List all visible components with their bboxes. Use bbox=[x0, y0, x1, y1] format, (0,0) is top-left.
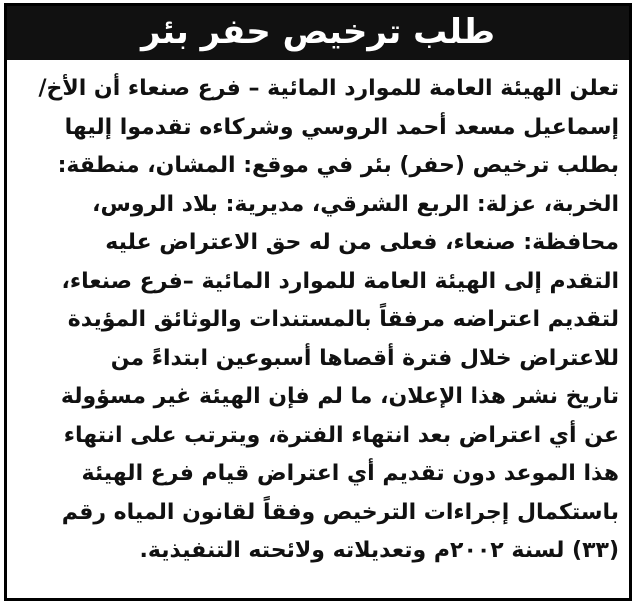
body-line: تاريخ نشر هذا الإعلان، ما لم فإن الهيئة غير مسؤولة bbox=[60, 384, 619, 409]
body-line: (٣٣) لسنة ٢٠٠٢م وتعديلاته ولائحته التنفيذية. bbox=[139, 538, 619, 563]
body-line: تعلن الهيئة العامة للموارد المائية – فرع صنعاء أن الأخ/ bbox=[38, 76, 619, 101]
body-line: إسماعيل مسعد أحمد الروسي وشركاءه تقدموا إليها bbox=[64, 114, 619, 140]
body-line: التقدم إلى الهيئة العامة للموارد المائية –فرع صنعاء، bbox=[61, 268, 619, 294]
body-line: هذا الموعد دون تقديم أي اعتراض قيام فرع الهيئة bbox=[81, 461, 619, 486]
title-banner bbox=[7, 6, 629, 60]
body-line: بطلب ترخيص (حفر) بئر في موقع: المشان، منطقة: bbox=[57, 153, 619, 178]
notice-title: طلب ترخيص حفر بئر bbox=[140, 12, 495, 52]
body-line: لتقديم اعتراضه مرفقاً بالمستندات والوثائق المؤيدة bbox=[67, 307, 619, 332]
body-line: عن أي اعتراض بعد انتهاء الفترة، ويترتب على انتهاء bbox=[63, 422, 619, 448]
body-line: محافظة: صنعاء، فعلى من له حق الاعتراض عليه bbox=[105, 230, 619, 255]
body-line: باستكمال إجراءات الترخيص وفقاً لقانون المياه رقم bbox=[61, 499, 619, 525]
well-permit-notice bbox=[4, 3, 632, 601]
body-line: للاعتراض خلال فترة أقصاها أسبوعين ابتداءً من bbox=[110, 345, 619, 371]
notice-body bbox=[17, 70, 619, 571]
body-line: الخربة، عزلة: الربع الشرقي، مديرية: بلاد الروس، bbox=[92, 191, 619, 217]
